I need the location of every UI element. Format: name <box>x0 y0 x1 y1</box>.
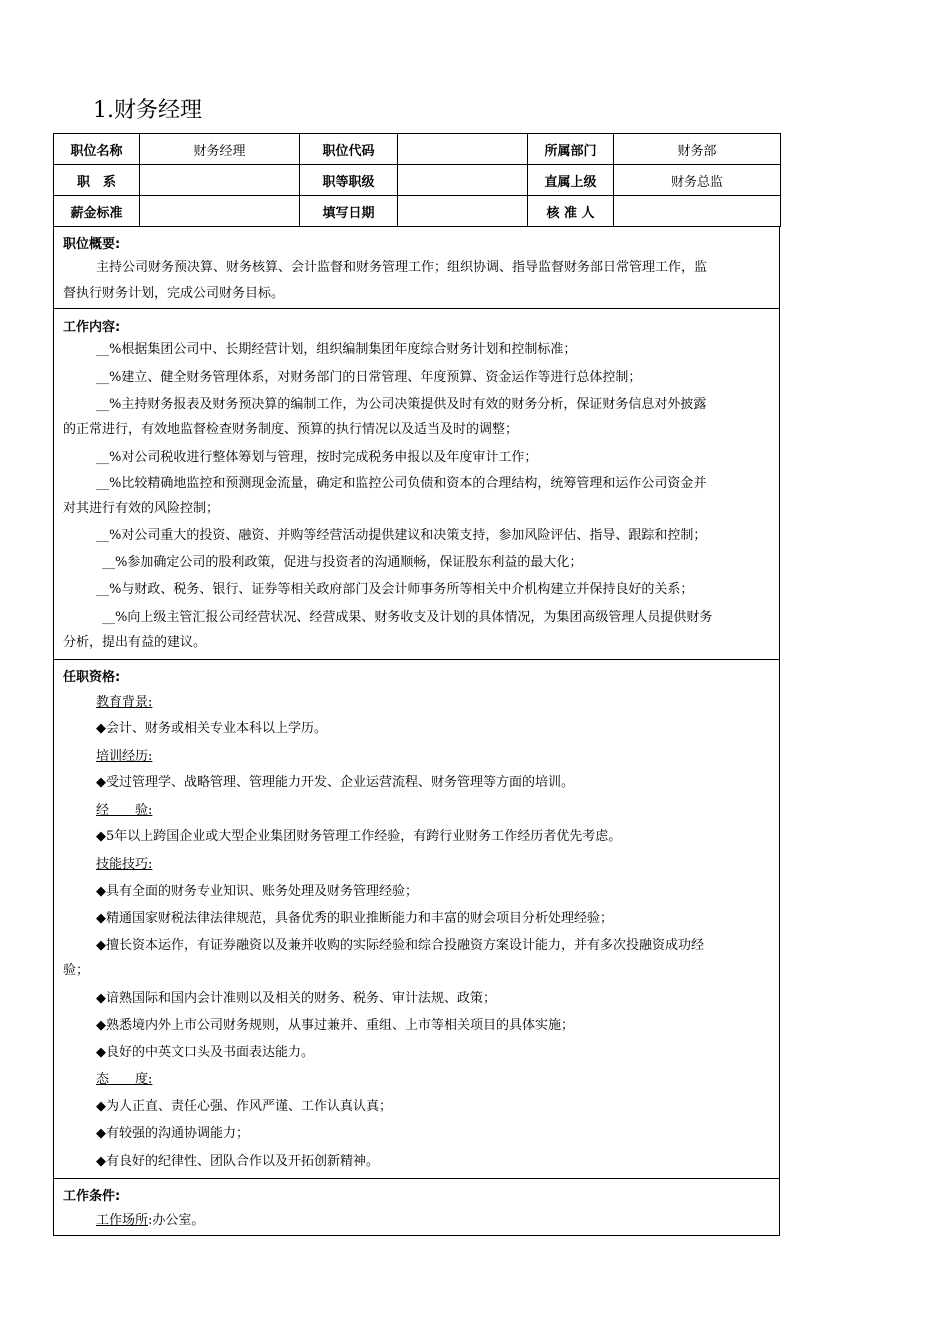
table-row <box>54 165 781 196</box>
skills-subheading: 技能技巧: <box>96 857 153 872</box>
qualification-item: ◆5年以上跨国企业或大型企业集团财务管理工作经验，有跨行业财务工作经历者优先考虑。 <box>96 829 622 844</box>
qualification-item: ◆有较强的沟通协调能力； <box>96 1126 249 1141</box>
duty-item: __%根据集团公司中、长期经营计划，组织编制集团年度综合财务计划和控制标准； <box>96 342 577 357</box>
attitude-subheading: 态 度: <box>96 1072 153 1087</box>
value-position-name: 财务经理 <box>140 134 300 165</box>
overview-heading: 职位概要: <box>63 237 121 252</box>
duty-item: __%对公司重大的投资、融资、并购等经营活动提供建议和决策支持，参加风险评估、指导、跟踪和控制； <box>96 528 707 543</box>
value-grade-level <box>398 165 528 196</box>
label-direct-supervisor: 直属上级 <box>528 165 614 196</box>
conditions-section <box>53 1178 780 1236</box>
duty-item: __%对公司税收进行整体筹划与管理，按时完成税务申报以及年度审计工作； <box>96 450 538 465</box>
value-fill-date <box>398 196 528 227</box>
experience-subheading: 经 验: <box>96 803 153 818</box>
label-salary-standard: 薪金标准 <box>54 196 140 227</box>
qualifications-section <box>53 659 780 1179</box>
value-direct-supervisor: 财务总监 <box>614 165 781 196</box>
conditions-heading: 工作条件: <box>63 1189 121 1204</box>
label-department: 所属部门 <box>528 134 614 165</box>
qualification-item: ◆具有全面的财务专业知识、账务处理及财务管理经验； <box>96 884 418 899</box>
duty-item: __%建立、健全财务管理体系，对财务部门的日常管理、年度预算、资金运作等进行总体控制； <box>96 370 642 385</box>
qualification-item-continued: 验； <box>63 963 90 978</box>
qualification-item: ◆良好的中英文口头及书面表达能力。 <box>96 1045 314 1060</box>
education-subheading: 教育背景: <box>96 695 153 710</box>
workplace-value: :办公室。 <box>148 1213 205 1228</box>
duties-section <box>53 308 780 660</box>
overview-section <box>53 227 780 309</box>
training-subheading: 培训经历: <box>96 749 153 764</box>
qualification-item: ◆熟悉境内外上市公司财务规则，从事过兼并、重组、上市等相关项目的具体实施； <box>96 1018 574 1033</box>
qualification-item: ◆擅长资本运作，有证券融资以及兼并收购的实际经验和综合投融资方案设计能力，并有多次投融资成功经 <box>96 938 704 953</box>
label-job-family: 职 系 <box>54 165 140 196</box>
label-fill-date: 填写日期 <box>300 196 398 227</box>
position-info-table <box>53 133 781 227</box>
duty-item: __%主持财务报表及财务预决算的编制工作，为公司决策提供及时有效的财务分析，保证财务信息对外披露 <box>96 397 707 412</box>
table-row <box>54 196 781 227</box>
value-salary-standard <box>140 196 300 227</box>
workplace-label: 工作场所 <box>96 1213 149 1228</box>
label-approver: 核 准 人 <box>528 196 614 227</box>
workplace-line <box>96 1212 204 1230</box>
overview-line: 督执行财务计划，完成公司财务目标。 <box>63 286 285 301</box>
qualification-item: ◆精通国家财税法律法律规范，具备优秀的职业推断能力和丰富的财会项目分析处理经验； <box>96 911 613 926</box>
value-department: 财务部 <box>614 134 781 165</box>
qualification-item: ◆为人正直、责任心强、作风严谨、工作认真认真； <box>96 1099 392 1114</box>
qualification-item: ◆受过管理学、战略管理、管理能力开发、企业运营流程、财务管理等方面的培训。 <box>96 775 574 790</box>
table-row <box>54 134 781 165</box>
label-position-name: 职位名称 <box>54 134 140 165</box>
qualifications-heading: 任职资格: <box>63 670 121 685</box>
qualification-item: ◆谙熟国际和国内会计准则以及相关的财务、税务、审计法规、政策； <box>96 991 496 1006</box>
value-job-family <box>140 165 300 196</box>
duty-item: __%参加确定公司的股利政策，促进与投资者的沟通顺畅，保证股东利益的最大化； <box>102 555 583 570</box>
label-grade-level: 职等职级 <box>300 165 398 196</box>
duty-item: __%比较精确地监控和预测现金流量，确定和监控公司负债和资本的合理结构，统筹管理和运作公司资金并 <box>96 476 707 491</box>
duty-item-continued: 的正常进行，有效地监督检查财务制度、预算的执行情况以及适当及时的调整； <box>63 422 519 437</box>
duties-heading: 工作内容: <box>63 320 121 335</box>
overview-line: 主持公司财务预决算、财务核算、会计监督和财务管理工作；组织协调、指导监督财务部日常管理工作，监 <box>96 260 708 275</box>
value-position-code <box>398 134 528 165</box>
label-position-code: 职位代码 <box>300 134 398 165</box>
duty-item-continued: 分析，提出有益的建议。 <box>63 635 207 650</box>
duty-item-continued: 对其进行有效的风险控制； <box>63 501 220 516</box>
duty-item: __%与财政、税务、银行、证券等相关政府部门及会计师事务所等相关中介机构建立并保持良好的关系； <box>96 582 694 597</box>
page-title: 1.财务经理 <box>93 98 202 123</box>
duty-item: __%向上级主管汇报公司经营状况、经营成果、财务收支及计划的具体情况，为集团高级管理人员提供财务 <box>102 610 713 625</box>
qualification-item: ◆有良好的纪律性、团队合作以及开拓创新精神。 <box>96 1154 379 1169</box>
qualification-item: ◆会计、财务或相关专业本科以上学历。 <box>96 721 327 736</box>
value-approver <box>614 196 781 227</box>
